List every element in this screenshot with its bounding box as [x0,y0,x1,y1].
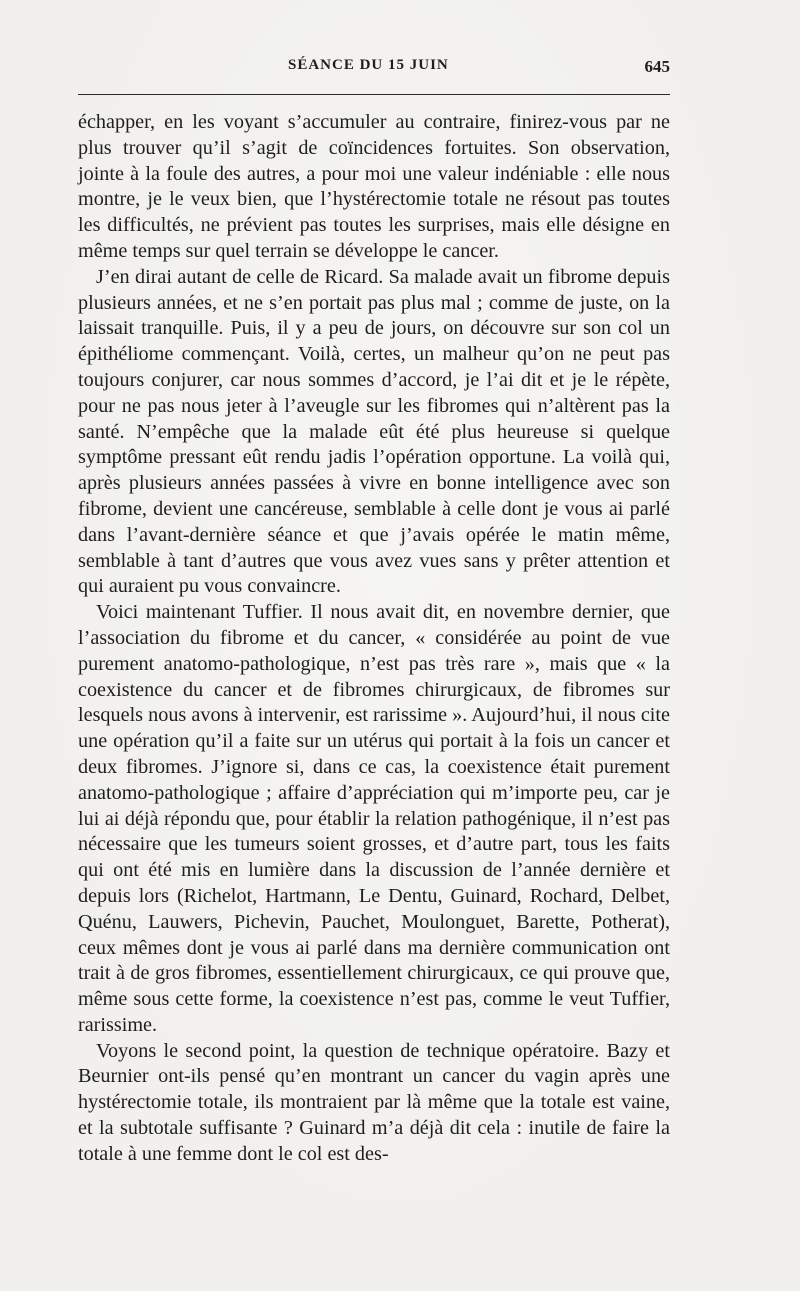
page-header [78,57,670,83]
paragraph: Voyons le second point, la question de technique opératoire. Bazy et Beurnier ont-ils pensé qu’en montrant un cancer du vagin après une hystérectomie totale, ils montraient par là même que la totale est vaine, et la subtotale suffisante ? Guinard m’a déjà dit cela : inutile de faire la totale à une femme dont le col est des- [78,1039,670,1165]
body-text [78,110,670,1168]
paragraph: échapper, en les voyant s’accumuler au contraire, finirez-vous par ne plus trouver qu’il s’agit de coïncidences fortuites. Son observation, jointe à la foule des autres, a pour moi une valeur indéniable : elle nous montre, je le veux bien, que l’hystérectomie totale ne résout pas toutes les difficultés, ne prévient pas toutes les surprises, mais elle désigne en même temps sur quel terrain se développe le cancer. [78,111,670,262]
paragraph: Voici maintenant Tuffier. Il nous avait dit, en novembre dernier, que l’association du fibrome et du cancer, « considérée au point de vue purement anatomo-pathologique, n’est pas très rare », mais que « la coexistence du cancer et de fibromes chirurgicaux, de fibromes sur lesquels nous avons à intervenir, est rarissime ». Aujourd’hui, il nous cite une opération qu’il a faite sur un utérus qui portait à la fois un cancer et deux fibromes. J’ignore si, dans ce cas, la coexistence était purement anatomo-pathologique ; affaire d’appréciation qui m’importe peu, car je lui ai déjà répondu que, pour établir la relation pathogénique, il n’est pas nécessaire que les tumeurs soient grosses, et d’autre part, tous les faits qui ont été mis en lumière dans la discussion de l’année dernière et depuis lors (Richelot, Hartmann, Le Dentu, Guinard, Rochard, Delbet, Quénu, Lauwers, Pichevin, Pauchet, Moulonguet, Barette, Potherat), ceux mêmes dont je vous ai parlé dans ma dernière communication ont trait à de gros fibromes, essentiellement chirurgicaux, ce qui prouve que, même sous cette forme, la coexistence n’est pas, comme le veut Tuffier, rarissime. [78,601,670,1036]
page-number: 645 [644,57,670,76]
header-rule [78,94,670,95]
paragraph: J’en dirai autant de celle de Ricard. Sa malade avait un fibrome depuis plusieurs années, et ne s’en portait pas plus mal ; comme de juste, on la laissait tranquille. Puis, il y a peu de jours, on découvre sur son col un épithéliome commençant. Voilà, certes, un malheur qu’on ne peut pas toujours conjurer, car nous sommes d’accord, je l’ai dit et je le répète, pour ne pas nous jeter à l’aveugle sur les fibromes qui n’altèrent pas la santé. N’empêche que la malade eût été plus heureuse si quelque symptôme pressant eût rendu jadis l’opération opportune. La voilà qui, après plusieurs années passées à vivre en bonne intelligence avec son fibrome, devient une cancéreuse, semblable à celle dont je vous ai parlé dans l’avant-dernière séance et que j’avais opérée le matin même, semblable à tant d’autres que vous avez vues sans y prêter attention et qui auraient pu vous convaincre. [78,265,670,598]
running-title: SÉANCE DU 15 JUIN [288,57,449,73]
